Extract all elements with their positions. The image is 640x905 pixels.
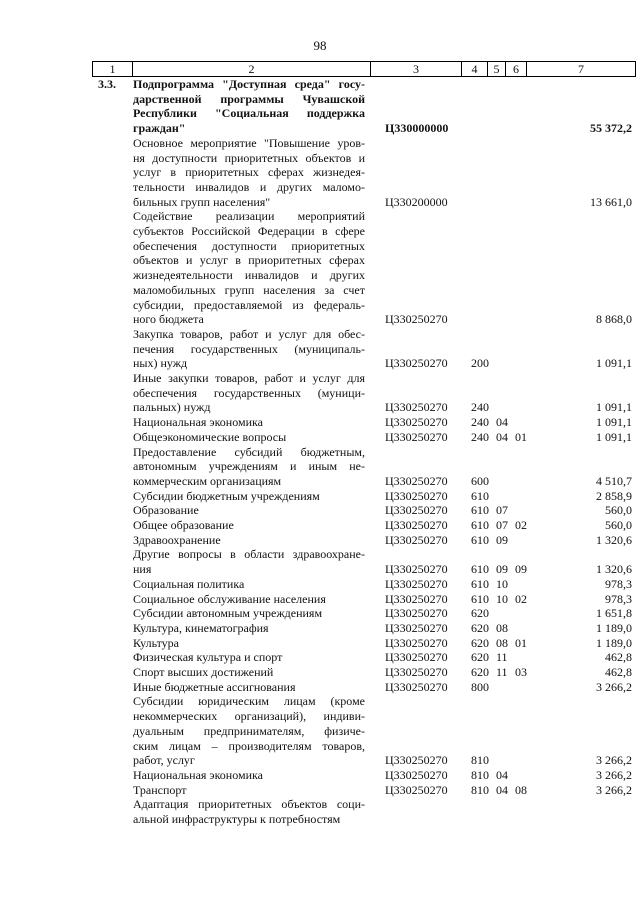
description-line: Общеэкономические вопросы (133, 429, 287, 444)
description-line: Спорт высших достижений (133, 665, 274, 679)
subsection-code: 02 (515, 518, 527, 532)
description-line: Подпрограмма "Доступная среда" госу- (133, 77, 365, 91)
target-article-code: Ц330250270 (385, 635, 448, 650)
expense-type: 610 (471, 503, 489, 518)
description-line: ня доступности приоритетных объектов и (133, 150, 365, 165)
row-description (133, 445, 365, 489)
section-code: 08 (496, 635, 508, 650)
description-line: Общее образование (133, 518, 234, 532)
row-description (133, 136, 365, 210)
expense-type: 240 (471, 429, 489, 444)
subsection-code: 03 (515, 665, 527, 679)
description-line: Адаптация приоритетных объектов соци- (133, 797, 365, 812)
row-description (133, 577, 365, 592)
row-description (133, 77, 365, 136)
description-line: Культура (133, 635, 179, 650)
description-line: Здравоохранение (133, 532, 221, 547)
description-line: Национальная экономика (133, 767, 263, 782)
target-article-code: Ц330250270 (385, 562, 448, 577)
description-line: некоммерческих организаций), индиви- (133, 709, 365, 724)
amount: 1 091,1 (596, 429, 632, 444)
description-line: Физическая культура и спорт (133, 650, 283, 665)
target-article-code: Ц330250270 (385, 415, 448, 430)
expense-type: 600 (471, 473, 489, 488)
row-description (133, 694, 365, 768)
description-line: субсидии, предоставляемой из федераль- (133, 297, 365, 312)
expense-type: 620 (471, 665, 489, 679)
description-line: Закупка товаров, работ и услуг для обес- (133, 326, 365, 341)
target-article-code: Ц330250270 (385, 312, 448, 327)
target-article-code: Ц330250270 (385, 532, 448, 547)
expense-type: 810 (471, 753, 489, 768)
description-line: субъектов Российской Федерации в сфере (133, 224, 365, 238)
subsection-code: 01 (515, 635, 527, 650)
description-line: Субсидии автономным учреждениям (133, 606, 323, 621)
description-line: работ, услуг (133, 753, 195, 768)
description-line: Субсидии юридическим лицам (кроме (133, 694, 365, 709)
row-description (133, 430, 365, 445)
amount: 462,8 (605, 665, 632, 679)
target-article-code: Ц330250270 (385, 620, 448, 635)
expense-type: 610 (471, 562, 489, 577)
description-line: ного бюджета (133, 312, 204, 327)
header-col-2: 2 (133, 62, 371, 76)
expense-type: 610 (471, 488, 489, 503)
description-line: Транспорт (133, 782, 187, 797)
description-line: объектов и услуг в приоритетных сферах (133, 253, 365, 268)
row-description (133, 327, 365, 371)
description-line: дуальным предпринимателям, физиче- (133, 723, 365, 738)
row-description (133, 621, 365, 636)
expense-type: 620 (471, 620, 489, 635)
expense-type: 620 (471, 606, 489, 621)
description-line: Образование (133, 503, 199, 518)
expense-type: 200 (471, 356, 489, 371)
amount: 1 651,8 (596, 606, 632, 621)
description-line: альной инфраструктуры к потребностям (133, 812, 341, 826)
target-article-code: Ц330250270 (385, 665, 448, 679)
row-description (133, 209, 365, 327)
row-description (133, 533, 365, 548)
expense-type: 240 (471, 415, 489, 430)
description-line: ния (133, 562, 152, 577)
description-line: Республики "Социальная поддержка (133, 106, 365, 121)
row-description (133, 371, 365, 415)
table-header (92, 61, 636, 77)
expense-type: 610 (471, 518, 489, 532)
section-code: 04 (496, 415, 508, 430)
amount: 3 266,2 (596, 679, 632, 694)
amount: 4 510,7 (596, 473, 632, 488)
target-article-code: Ц330250270 (385, 606, 448, 621)
row-description (133, 797, 365, 826)
target-article-code: Ц330250270 (385, 679, 448, 694)
amount: 8 868,0 (596, 312, 632, 327)
section-code: 08 (496, 620, 508, 635)
section-code: 07 (496, 503, 508, 518)
row-description (133, 503, 365, 518)
amount: 55 372,2 (590, 121, 632, 136)
header-col-4: 4 (462, 62, 488, 76)
section-code: 10 (496, 591, 508, 606)
target-article-code: Ц330000000 (385, 121, 449, 136)
row-description (133, 606, 365, 621)
description-line: автономным учреждениям и иным не- (133, 459, 365, 474)
row-description (133, 650, 365, 665)
expense-type: 240 (471, 400, 489, 415)
expense-type: 620 (471, 650, 489, 665)
description-line: Национальная экономика (133, 415, 263, 430)
section-code: 09 (496, 562, 508, 577)
target-article-code: Ц330250270 (385, 429, 448, 444)
row-description (133, 415, 365, 430)
section-code: 04 (496, 429, 508, 444)
target-article-code: Ц330250270 (385, 782, 448, 797)
target-article-code: Ц330250270 (385, 400, 448, 415)
target-article-code: Ц330200000 (385, 194, 448, 209)
row-description (133, 636, 365, 651)
amount: 1 091,1 (596, 415, 632, 430)
row-description (133, 547, 365, 576)
header-col-1: 1 (93, 62, 133, 76)
target-article-code: Ц330250270 (385, 591, 448, 606)
description-line: Социальное обслуживание населения (133, 591, 326, 606)
description-line: Основное мероприятие "Повышение уров- (133, 135, 365, 150)
section-code: 07 (496, 518, 508, 532)
row-description (133, 518, 365, 533)
expense-type: 610 (471, 532, 489, 547)
amount: 13 661,0 (590, 194, 632, 209)
row-description (133, 592, 365, 607)
description-line: бильных групп населения" (133, 194, 271, 209)
description-line: печения государственных (муниципаль- (133, 341, 365, 356)
description-line: ским лицам – производителям товаров, (133, 738, 365, 753)
section-code: 11 (496, 650, 508, 665)
header-col-3: 3 (371, 62, 462, 76)
description-line: Социальная политика (133, 576, 245, 591)
description-line: Иные бюджетные ассигнования (133, 679, 296, 694)
amount: 560,0 (605, 503, 632, 518)
description-line: Иные закупки товаров, работ и услуг для (133, 371, 365, 385)
section-code: 04 (496, 782, 508, 797)
description-line: ных) нужд (133, 356, 188, 371)
description-line: Культура, кинематография (133, 620, 269, 635)
amount: 560,0 (605, 518, 632, 532)
amount: 1 091,1 (596, 400, 632, 415)
row-description (133, 665, 365, 680)
amount: 2 858,9 (596, 488, 632, 503)
description-line: Предоставление субсидий бюджетным, (133, 444, 365, 459)
subsection-code: 08 (515, 782, 527, 797)
description-line: коммерческим организациям (133, 473, 282, 488)
target-article-code: Ц330250270 (385, 518, 448, 532)
description-line: Содействие реализации мероприятий (133, 209, 365, 224)
row-description (133, 783, 365, 798)
amount: 978,3 (605, 591, 632, 606)
header-col-5: 5 (488, 62, 506, 76)
amount: 3 266,2 (596, 753, 632, 768)
expense-type: 810 (471, 782, 489, 797)
description-line: жизнедеятельности инвалидов и других (133, 268, 365, 283)
target-article-code: Ц330250270 (385, 488, 448, 503)
target-article-code: Ц330250270 (385, 753, 448, 768)
subsection-code: 02 (515, 591, 527, 606)
section-code: 10 (496, 576, 508, 591)
expense-type: 800 (471, 679, 489, 694)
header-col-6: 6 (506, 62, 527, 76)
amount: 1 189,0 (596, 620, 632, 635)
description-line: Субсидии бюджетным учреждениям (133, 488, 320, 503)
target-article-code: Ц330250270 (385, 576, 448, 591)
description-line: маломобильных групп населения за счет (133, 282, 365, 297)
row-description (133, 489, 365, 504)
amount: 978,3 (605, 576, 632, 591)
amount: 462,8 (605, 650, 632, 665)
expense-type: 610 (471, 591, 489, 606)
row-description (133, 768, 365, 783)
description-line: пальных) нужд (133, 400, 211, 415)
description-line: услуг в приоритетных сферах жизнедея- (133, 165, 365, 180)
amount: 1 320,6 (596, 532, 632, 547)
header-col-7: 7 (578, 62, 584, 76)
description-line: тельности инвалидов и других маломо- (133, 179, 365, 194)
expense-type: 620 (471, 635, 489, 650)
expense-type: 610 (471, 576, 489, 591)
description-line: дарственной программы Чувашской (133, 91, 365, 106)
target-article-code: Ц330250270 (385, 356, 448, 371)
section-code: 04 (496, 767, 508, 782)
description-line: граждан" (133, 121, 186, 136)
subsection-code: 01 (515, 429, 527, 444)
amount: 1 320,6 (596, 562, 632, 577)
target-article-code: Ц330250270 (385, 767, 448, 782)
subsection-code: 09 (515, 562, 527, 577)
target-article-code: Ц330250270 (385, 650, 448, 665)
section-code: 11 (496, 665, 508, 679)
amount: 3 266,2 (596, 782, 632, 797)
expense-type: 810 (471, 767, 489, 782)
page-number: 98 (313, 38, 327, 53)
description-line: Другие вопросы в области здравоохране- (133, 547, 365, 562)
row-description (133, 680, 365, 695)
row-number: 3.3. (98, 77, 116, 91)
amount: 1 189,0 (596, 635, 632, 650)
target-article-code: Ц330250270 (385, 473, 448, 488)
amount: 1 091,1 (596, 356, 632, 371)
section-code: 09 (496, 532, 508, 547)
description-line: обеспечения государственных (муници- (133, 385, 365, 400)
target-article-code: Ц330250270 (385, 503, 448, 518)
amount: 3 266,2 (596, 767, 632, 782)
description-line: обеспечения доступности приоритетных (133, 238, 365, 253)
